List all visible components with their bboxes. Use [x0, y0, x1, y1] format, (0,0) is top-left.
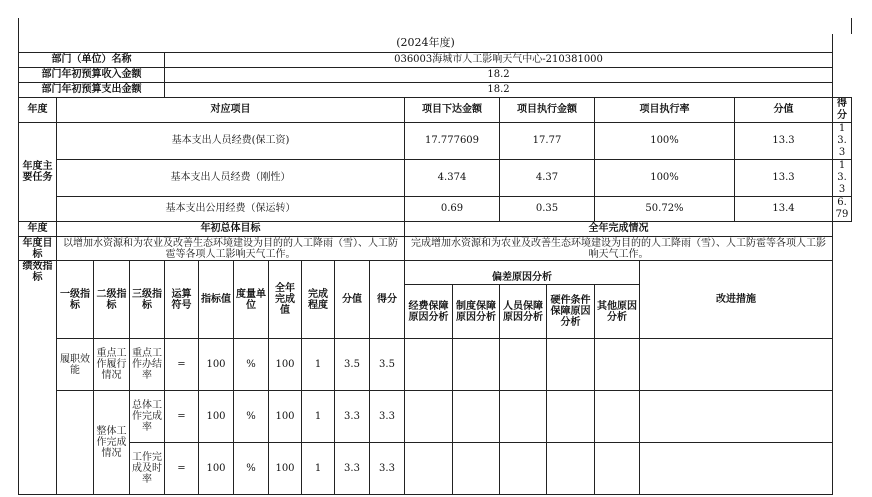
- indicator-level2: 重点工作履行情况: [94, 339, 130, 391]
- indicator-actual: 100: [269, 391, 302, 443]
- indicator-score: 3.5: [370, 339, 405, 391]
- indicator-unit: %: [234, 391, 269, 443]
- completion-header: 全年完成情况: [405, 222, 833, 237]
- main-tasks-label: 年度主要任务: [19, 123, 57, 222]
- initial-goal-header: 年初总体目标: [57, 222, 405, 237]
- department-label: 部门（单位）名称: [19, 53, 165, 68]
- completion-text: 完成增加水资源和为农业及改善生态环境建设为目的的人工降雨（雪）、人工防雹等各项人工影响天气工作。: [405, 237, 833, 261]
- analysis-cell: [500, 391, 547, 443]
- score-header: 得分: [833, 98, 852, 123]
- task-rate: 100%: [595, 123, 735, 160]
- analysis-cell: [405, 443, 453, 495]
- analysis-cell: [547, 443, 595, 495]
- year-label: 年度: [19, 98, 57, 123]
- task-rate: 100%: [595, 160, 735, 197]
- indicator-degree: 1: [302, 443, 335, 495]
- col-level1: 一级指标: [57, 261, 94, 339]
- indicator-level3: 总体工作完成率: [130, 391, 165, 443]
- col-personnel: 人员保障原因分析: [500, 285, 547, 339]
- analysis-cell: [595, 391, 640, 443]
- col-funding: 经费保障原因分析: [405, 285, 453, 339]
- task-score: 6.79: [833, 197, 852, 222]
- task-executed: 0.35: [500, 197, 595, 222]
- indicator-target: 100: [199, 443, 234, 495]
- performance-report-sheet: [18, 34, 852, 495]
- improvement-cell: [640, 443, 833, 495]
- improvement-header: 改进措施: [640, 261, 833, 339]
- budget-expense-label: 部门年初预算支出金额: [19, 83, 165, 98]
- col-target: 指标值: [199, 261, 234, 339]
- analysis-cell: [500, 339, 547, 391]
- task-name: 基本支出人员经费(保工资): [57, 123, 405, 160]
- indicator-level1: [57, 391, 94, 495]
- task-allocated: 17.777609: [405, 123, 500, 160]
- analysis-cell: [595, 443, 640, 495]
- task-score: 13.3: [833, 123, 852, 160]
- task-value: 13.3: [735, 123, 833, 160]
- year-label: 年度: [19, 222, 57, 237]
- improvement-cell: [640, 391, 833, 443]
- indicator-target: 100: [199, 339, 234, 391]
- indicator-level3: 工作完成及时率: [130, 443, 165, 495]
- right-border-line: [851, 18, 852, 34]
- exec-rate-header: 项目执行率: [595, 98, 735, 123]
- report-title: (2024年度): [19, 34, 833, 53]
- col-system: 制度保障原因分析: [453, 285, 500, 339]
- indicator-op: =: [165, 391, 199, 443]
- analysis-cell: [453, 339, 500, 391]
- analysis-cell: [500, 443, 547, 495]
- indicator-level2: 整体工作完成情况: [94, 391, 130, 495]
- score-value-header: 分值: [735, 98, 833, 123]
- indicator-value: 3.3: [335, 391, 370, 443]
- improvement-cell: [640, 339, 833, 391]
- col-level3: 三级指标: [130, 261, 165, 339]
- indicator-actual: 100: [269, 339, 302, 391]
- col-actual: 全年完成值: [269, 261, 302, 339]
- analysis-cell: [453, 391, 500, 443]
- indicator-op: =: [165, 339, 199, 391]
- left-border-line: [18, 18, 19, 34]
- indicator-level1: 履职效能: [57, 339, 94, 391]
- analysis-cell: [547, 339, 595, 391]
- perf-indicators-label: 绩效指标: [19, 261, 57, 495]
- task-value: 13.4: [735, 197, 833, 222]
- indicator-level3: 重点工作办结率: [130, 339, 165, 391]
- analysis-cell: [453, 443, 500, 495]
- task-executed: 17.77: [500, 123, 595, 160]
- indicator-op: =: [165, 443, 199, 495]
- task-allocated: 4.374: [405, 160, 500, 197]
- allocated-header: 项目下达金额: [405, 98, 500, 123]
- analysis-cell: [405, 391, 453, 443]
- task-name: 基本支出公用经费（保运转）: [57, 197, 405, 222]
- analysis-cell: [547, 391, 595, 443]
- col-level2: 二级指标: [94, 261, 130, 339]
- task-name: 基本支出人员经费（刚性）: [57, 160, 405, 197]
- indicator-value: 3.3: [335, 443, 370, 495]
- indicator-target: 100: [199, 391, 234, 443]
- col-operator: 运算符号: [165, 261, 199, 339]
- col-unit: 度量单位: [234, 261, 269, 339]
- goal-text: 以增加水资源和为农业及改善生态环境建设为目的的人工降雨（雪）、人工防雹等各项人工影响天气工作。: [57, 237, 405, 261]
- budget-expense-value: 18.2: [165, 83, 833, 98]
- task-score: 13.3: [833, 160, 852, 197]
- task-executed: 4.37: [500, 160, 595, 197]
- col-hardware: 硬件条件保障原因分析: [547, 285, 595, 339]
- col-score: 得分: [370, 261, 405, 339]
- indicator-actual: 100: [269, 443, 302, 495]
- analysis-cell: [595, 339, 640, 391]
- task-allocated: 0.69: [405, 197, 500, 222]
- performance-table: [18, 34, 852, 495]
- deviation-analysis-header: 偏差原因分析: [405, 261, 640, 285]
- table-row: [19, 339, 852, 391]
- budget-income-value: 18.2: [165, 68, 833, 83]
- table-row: [19, 443, 852, 495]
- analysis-cell: [405, 339, 453, 391]
- indicator-degree: 1: [302, 339, 335, 391]
- indicator-score: 3.3: [370, 443, 405, 495]
- col-degree: 完成程度: [302, 261, 335, 339]
- budget-income-label: 部门年初预算收入金额: [19, 68, 165, 83]
- task-rate: 50.72%: [595, 197, 735, 222]
- indicator-value: 3.5: [335, 339, 370, 391]
- indicator-degree: 1: [302, 391, 335, 443]
- indicator-unit: %: [234, 339, 269, 391]
- indicator-unit: %: [234, 443, 269, 495]
- col-value: 分值: [335, 261, 370, 339]
- corresponding-item-header: 对应项目: [57, 98, 405, 123]
- table-row: [19, 391, 852, 443]
- indicator-score: 3.3: [370, 391, 405, 443]
- annual-goal-label: 年度目标: [19, 237, 57, 261]
- department-value: 036003海城市人工影响天气中心-210381000: [165, 53, 833, 68]
- col-other: 其他原因分析: [595, 285, 640, 339]
- executed-header: 项目执行金额: [500, 98, 595, 123]
- task-value: 13.3: [735, 160, 833, 197]
